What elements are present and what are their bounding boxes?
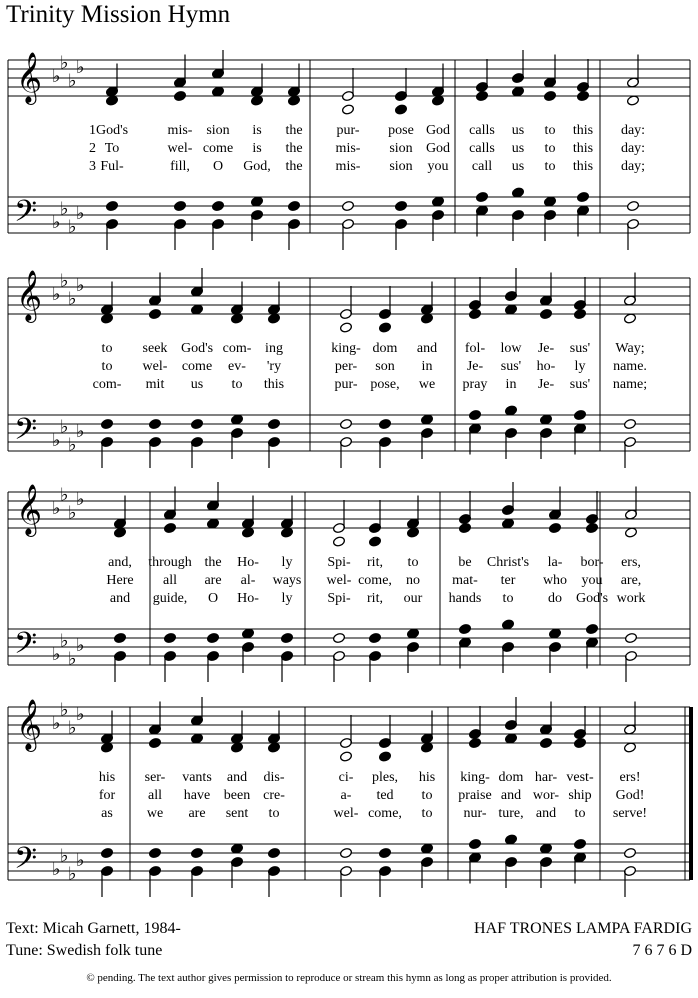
- lyric-syllable: ers!: [619, 770, 641, 785]
- flat-icon: ♭: [76, 421, 85, 442]
- lyric-syllable: calls: [469, 141, 495, 156]
- verse-number: 2: [89, 141, 96, 156]
- lyric-syllable: God: [425, 123, 451, 138]
- lyric-syllable: ture,: [498, 806, 524, 821]
- lyric-syllable: mis-: [335, 141, 361, 156]
- lyric-syllable: and: [416, 341, 438, 356]
- lyric-syllable: low: [500, 341, 522, 356]
- lyric-syllable: ways: [272, 573, 302, 588]
- lyric-syllable: com-: [92, 377, 122, 392]
- lyric-syllable: day:: [620, 123, 646, 138]
- verse-line: [0, 140, 698, 158]
- flat-icon: ♭: [68, 863, 77, 885]
- lyric-syllable: this: [572, 123, 594, 138]
- meter: 7 6 7 6 D: [632, 942, 692, 959]
- lyric-syllable: sion: [206, 123, 230, 138]
- flat-icon: ♭: [76, 275, 85, 296]
- lyric-syllable: in: [505, 377, 517, 392]
- lyric-syllable: and: [535, 806, 557, 821]
- lyric-syllable: Ho-: [237, 555, 259, 570]
- lyric-syllable: to: [231, 377, 243, 392]
- lyric-syllable: God's: [95, 123, 129, 138]
- verse-line: [0, 787, 698, 805]
- flat-icon: ♭: [76, 203, 85, 224]
- lyric-syllable: Way;: [615, 341, 645, 356]
- lyric-syllable: ci-: [338, 770, 354, 785]
- lyric-syllable: nur-: [463, 806, 487, 821]
- lyric-syllable: mis-: [335, 159, 361, 174]
- lyric-syllable: Je-: [537, 377, 555, 392]
- verse-line: [0, 590, 698, 608]
- flat-icon: ♭: [60, 198, 69, 220]
- lyric-syllable: bor-: [580, 555, 604, 570]
- lyric-syllable: God's: [180, 341, 214, 356]
- treble-clef-icon: 𝄞: [16, 270, 43, 321]
- verse-line: [0, 158, 698, 176]
- lyric-syllable: who: [542, 573, 568, 588]
- lyric-syllable: through: [148, 555, 192, 570]
- lyric-syllable: ted: [376, 788, 394, 803]
- lyric-syllable: to: [268, 806, 280, 821]
- lyric-syllable: to: [101, 341, 113, 356]
- bass-clef-icon: 𝄢: [14, 627, 38, 668]
- lyric-syllable: pose,: [370, 377, 400, 392]
- lyric-syllable: we: [418, 377, 436, 392]
- lyric-syllable: pray: [462, 377, 488, 392]
- lyric-syllable: mit: [145, 377, 165, 392]
- lyric-syllable: Christ's: [486, 555, 530, 570]
- verse-line: [0, 340, 698, 358]
- lyric-syllable: ho-: [536, 359, 556, 374]
- flat-icon: ♭: [60, 52, 69, 74]
- lyric-syllable: Spi-: [327, 555, 351, 570]
- lyric-syllable: God: [425, 141, 451, 156]
- lyric-syllable: com-: [222, 341, 252, 356]
- lyric-syllable: king-: [460, 770, 490, 785]
- lyric-syllable: the: [285, 141, 303, 156]
- lyric-syllable: seek: [142, 341, 168, 356]
- system-3: [0, 482, 698, 692]
- lyric-syllable: been: [223, 788, 251, 803]
- flat-icon: ♭: [68, 434, 77, 456]
- lyric-syllable: praise: [458, 788, 492, 803]
- lyrics-block: [0, 554, 698, 610]
- lyric-syllable: are: [204, 573, 222, 588]
- lyric-syllable: sus': [569, 377, 591, 392]
- flat-icon: ♭: [68, 70, 77, 92]
- lyrics-block: [0, 340, 698, 396]
- lyric-syllable: his: [418, 770, 436, 785]
- copyright-notice: © pending. The text author gives permission to reproduce or stream this hymn as long as proper attribution is provided.: [86, 972, 612, 984]
- lyric-syllable: and,: [108, 555, 132, 570]
- lyric-syllable: this: [263, 377, 285, 392]
- lyric-syllable: wel-: [167, 141, 193, 156]
- lyric-syllable: be: [458, 555, 472, 570]
- lyric-syllable: hands: [448, 591, 482, 606]
- lyric-syllable: to: [574, 806, 586, 821]
- lyric-syllable: to: [421, 806, 433, 821]
- flat-icon: ♭: [60, 270, 69, 292]
- treble-clef-icon: 𝄞: [16, 52, 43, 103]
- tune-name: HAF TRONES LAMPA FARDIG: [474, 920, 692, 937]
- lyric-syllable: pose: [388, 123, 414, 138]
- lyric-syllable: fol-: [464, 341, 486, 356]
- lyric-syllable: sion: [389, 141, 413, 156]
- lyric-syllable: ly: [281, 555, 293, 570]
- lyric-syllable: this: [572, 159, 594, 174]
- flat-icon: ♭: [76, 635, 85, 656]
- flat-icon: ♭: [60, 484, 69, 506]
- credits: [6, 918, 181, 962]
- flat-icon: ♭: [60, 845, 69, 867]
- lyrics-block: [0, 122, 698, 178]
- lyric-syllable: you: [427, 159, 449, 174]
- verse-line: [0, 769, 698, 787]
- flat-icon: ♭: [60, 699, 69, 721]
- lyric-syllable: sion: [389, 159, 413, 174]
- flat-icon: ♭: [52, 212, 61, 233]
- lyric-syllable: per-: [334, 359, 358, 374]
- lyric-syllable: the: [285, 123, 303, 138]
- flat-icon: ♭: [76, 57, 85, 78]
- lyric-syllable: ing: [265, 341, 283, 356]
- lyric-syllable: sent: [225, 806, 249, 821]
- lyric-syllable: is: [252, 141, 262, 156]
- lyric-syllable: in: [421, 359, 433, 374]
- lyric-syllable: as: [101, 806, 113, 821]
- lyric-syllable: all: [148, 788, 162, 803]
- lyric-syllable: to: [407, 555, 419, 570]
- lyric-syllable: name;: [612, 377, 648, 392]
- lyric-syllable: work: [616, 591, 646, 606]
- lyric-syllable: vest-: [566, 770, 594, 785]
- lyric-syllable: to: [544, 141, 556, 156]
- lyric-syllable: dom: [498, 770, 524, 785]
- lyric-syllable: serve!: [612, 806, 648, 821]
- flat-icon: ♭: [76, 704, 85, 725]
- text-credit: Text: Micah Garnett, 1984-: [6, 920, 181, 937]
- lyric-syllable: To: [104, 141, 120, 156]
- lyric-syllable: come,: [368, 806, 402, 821]
- flat-icon: ♭: [52, 284, 61, 305]
- tune-info: [474, 918, 692, 962]
- flat-icon: ♭: [52, 430, 61, 451]
- lyric-syllable: no: [406, 573, 420, 588]
- lyric-syllable: sus': [569, 341, 591, 356]
- lyric-syllable: guide,: [152, 591, 188, 606]
- tune-credit: Tune: Swedish folk tune: [6, 942, 163, 959]
- flat-icon: ♭: [68, 717, 77, 739]
- lyric-syllable: son: [375, 359, 395, 374]
- flat-icon: ♭: [60, 630, 69, 652]
- system-1: [0, 50, 698, 260]
- verse-line: [0, 572, 698, 590]
- flat-icon: ♭: [68, 502, 77, 524]
- flat-icon: ♭: [52, 66, 61, 87]
- lyric-syllable: God's: [575, 591, 609, 606]
- lyric-syllable: O: [212, 159, 224, 174]
- lyric-syllable: ship: [568, 788, 592, 803]
- lyric-syllable: mis-: [167, 123, 193, 138]
- verse-line: [0, 805, 698, 823]
- bass-clef-icon: 𝄢: [14, 195, 38, 236]
- verse-line: [0, 554, 698, 572]
- lyric-syllable: Spi-: [327, 591, 351, 606]
- bass-clef-icon: 𝄢: [14, 842, 38, 883]
- lyric-syllable: for: [98, 788, 116, 803]
- lyric-syllable: are: [188, 806, 206, 821]
- lyric-syllable: Here: [106, 573, 134, 588]
- lyric-syllable: us: [190, 377, 204, 392]
- lyric-syllable: rit,: [367, 555, 383, 570]
- lyric-syllable: God,: [243, 159, 271, 174]
- lyric-syllable: 'ry: [266, 359, 282, 374]
- lyric-syllable: vants: [182, 770, 212, 785]
- flat-icon: ♭: [76, 489, 85, 510]
- lyric-syllable: his: [98, 770, 116, 785]
- lyric-syllable: dom: [372, 341, 398, 356]
- lyric-syllable: ers,: [621, 555, 641, 570]
- lyric-syllable: wel-: [333, 806, 359, 821]
- lyric-syllable: ser-: [144, 770, 166, 785]
- lyric-syllable: and: [226, 770, 248, 785]
- lyric-syllable: God!: [615, 788, 645, 803]
- lyric-syllable: come: [202, 141, 234, 156]
- lyric-syllable: Je-: [537, 341, 555, 356]
- lyric-syllable: la-: [547, 555, 563, 570]
- flat-icon: ♭: [68, 648, 77, 670]
- lyric-syllable: us: [511, 141, 525, 156]
- lyric-syllable: ly: [574, 359, 586, 374]
- lyric-syllable: come: [181, 359, 213, 374]
- lyric-syllable: to: [421, 788, 433, 803]
- lyric-syllable: do: [548, 591, 562, 606]
- flat-icon: ♭: [68, 216, 77, 238]
- flat-icon: ♭: [52, 644, 61, 665]
- lyric-syllable: a-: [340, 788, 352, 803]
- lyric-syllable: rit,: [367, 591, 383, 606]
- lyric-syllable: king-: [331, 341, 361, 356]
- lyric-syllable: day:: [620, 141, 646, 156]
- lyric-syllable: have: [183, 788, 211, 803]
- lyric-syllable: to: [502, 591, 514, 606]
- lyric-syllable: mat-: [452, 573, 478, 588]
- treble-clef-icon: 𝄞: [16, 484, 43, 535]
- lyric-syllable: to: [544, 123, 556, 138]
- lyric-syllable: sus': [500, 359, 522, 374]
- flat-icon: ♭: [52, 713, 61, 734]
- lyric-syllable: we: [146, 806, 164, 821]
- lyric-syllable: ev-: [228, 359, 246, 374]
- verse-number: 1: [89, 123, 96, 138]
- lyric-syllable: pur-: [334, 377, 358, 392]
- lyric-syllable: calls: [469, 123, 495, 138]
- verse-line: [0, 376, 698, 394]
- lyric-syllable: this: [572, 141, 594, 156]
- lyric-syllable: are,: [620, 573, 642, 588]
- lyric-syllable: wel-: [326, 573, 352, 588]
- lyric-syllable: and: [500, 788, 522, 803]
- lyric-syllable: O: [207, 591, 219, 606]
- lyric-syllable: ples,: [371, 770, 399, 785]
- hymn-title: Trinity Mission Hymn: [6, 1, 231, 28]
- verse-line: [0, 358, 698, 376]
- lyric-syllable: ter: [500, 573, 516, 588]
- lyric-syllable: pur-: [336, 123, 360, 138]
- lyric-syllable: al-: [240, 573, 256, 588]
- verse-number: 3: [89, 159, 96, 174]
- lyrics-block: [0, 769, 698, 825]
- lyric-syllable: Je-: [466, 359, 484, 374]
- lyric-syllable: our: [403, 591, 423, 606]
- lyric-syllable: day;: [620, 159, 646, 174]
- lyric-syllable: Ful-: [100, 159, 124, 174]
- lyric-syllable: har-: [534, 770, 558, 785]
- lyric-syllable: wel-: [142, 359, 168, 374]
- lyric-syllable: dis-: [263, 770, 285, 785]
- lyric-syllable: wor-: [532, 788, 560, 803]
- lyric-syllable: ly: [281, 591, 293, 606]
- lyric-syllable: you: [581, 573, 603, 588]
- lyric-syllable: fill,: [170, 159, 190, 174]
- lyric-syllable: call: [471, 159, 493, 174]
- lyric-syllable: and: [109, 591, 131, 606]
- bass-clef-icon: 𝄢: [14, 413, 38, 454]
- lyric-syllable: to: [544, 159, 556, 174]
- flat-icon: ♭: [76, 850, 85, 871]
- verse-line: [0, 122, 698, 140]
- lyric-syllable: us: [511, 123, 525, 138]
- lyric-syllable: all: [163, 573, 177, 588]
- flat-icon: ♭: [52, 498, 61, 519]
- system-2: [0, 268, 698, 478]
- lyric-syllable: cre-: [263, 788, 285, 803]
- lyric-syllable: the: [285, 159, 303, 174]
- system-4: [0, 697, 698, 907]
- lyric-syllable: us: [511, 159, 525, 174]
- lyric-syllable: is: [252, 123, 262, 138]
- treble-clef-icon: 𝄞: [16, 699, 43, 750]
- lyric-syllable: to: [101, 359, 113, 374]
- flat-icon: ♭: [52, 859, 61, 880]
- lyric-syllable: name.: [613, 359, 647, 374]
- lyric-syllable: Ho-: [237, 591, 259, 606]
- flat-icon: ♭: [60, 416, 69, 438]
- lyric-syllable: the: [204, 555, 222, 570]
- flat-icon: ♭: [68, 288, 77, 310]
- lyric-syllable: come,: [358, 573, 392, 588]
